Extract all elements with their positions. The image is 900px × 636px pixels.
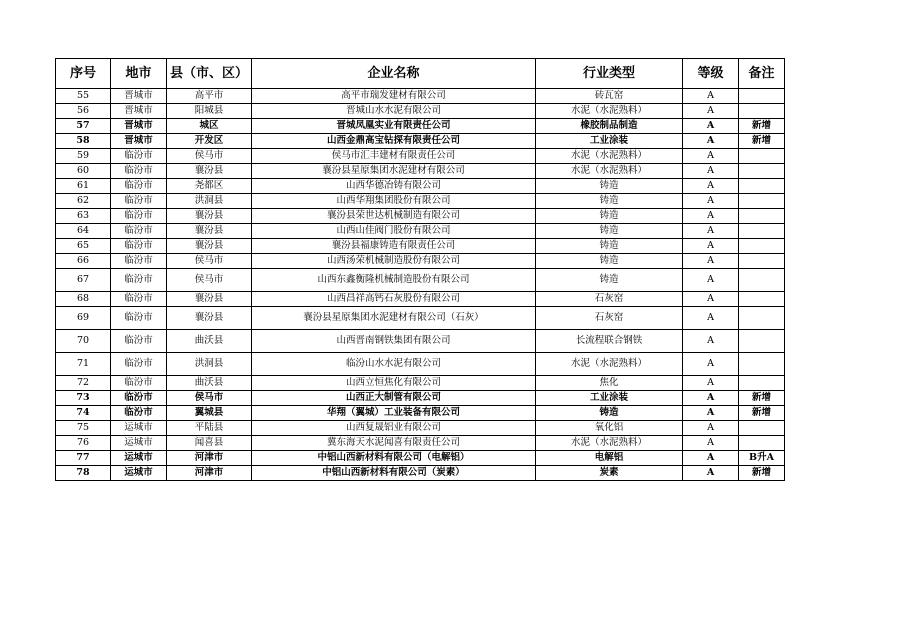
cell-county: 襄汾县: [167, 224, 252, 239]
cell-company: 山西复晟铝业有限公司: [252, 421, 536, 436]
table-row: [56, 134, 785, 149]
table-row: [56, 269, 785, 292]
cell-city: 临汾市: [111, 406, 167, 421]
cell-company: 襄汾县星原集团水泥建材有限公司: [252, 164, 536, 179]
cell-no: 66: [56, 254, 111, 269]
cell-note: [739, 89, 785, 104]
cell-grade: A: [683, 391, 739, 406]
cell-no: 76: [56, 436, 111, 451]
cell-industry: 铸造: [536, 269, 683, 292]
cell-city: 临汾市: [111, 376, 167, 391]
cell-industry: 铸造: [536, 239, 683, 254]
cell-no: 58: [56, 134, 111, 149]
cell-county: 高平市: [167, 89, 252, 104]
enterprise-table: [55, 58, 785, 481]
cell-county: 襄汾县: [167, 307, 252, 330]
cell-no: 55: [56, 89, 111, 104]
cell-city: 运城市: [111, 466, 167, 481]
cell-county: 河津市: [167, 466, 252, 481]
cell-company: 晋城凤凰实业有限责任公司: [252, 119, 536, 134]
table-header-row: [56, 59, 785, 89]
cell-county: 尧都区: [167, 179, 252, 194]
table-row: [56, 421, 785, 436]
cell-company: 高平市瑞发建材有限公司: [252, 89, 536, 104]
cell-grade: A: [683, 330, 739, 353]
table-row: [56, 194, 785, 209]
cell-county: 侯马市: [167, 391, 252, 406]
cell-industry: 水泥（水泥熟料）: [536, 149, 683, 164]
header-industry: 行业类型: [536, 59, 683, 89]
cell-industry: 铸造: [536, 179, 683, 194]
cell-city: 临汾市: [111, 353, 167, 376]
table-row: [56, 209, 785, 224]
cell-industry: 水泥（水泥熟料）: [536, 353, 683, 376]
cell-city: 临汾市: [111, 292, 167, 307]
cell-industry: 橡胶制品制造: [536, 119, 683, 134]
cell-note: [739, 269, 785, 292]
cell-county: 开发区: [167, 134, 252, 149]
header-city: 地市: [111, 59, 167, 89]
cell-company: 临汾山水水泥有限公司: [252, 353, 536, 376]
cell-city: 临汾市: [111, 164, 167, 179]
cell-city: 临汾市: [111, 149, 167, 164]
cell-no: 61: [56, 179, 111, 194]
cell-note: [739, 149, 785, 164]
cell-county: 洪洞县: [167, 194, 252, 209]
cell-industry: 水泥（水泥熟料）: [536, 104, 683, 119]
cell-county: 襄汾县: [167, 292, 252, 307]
cell-grade: A: [683, 194, 739, 209]
cell-city: 临汾市: [111, 209, 167, 224]
cell-note: 新增: [739, 406, 785, 421]
cell-grade: A: [683, 451, 739, 466]
cell-company: 山西金鼎高宝钻探有限责任公司: [252, 134, 536, 149]
cell-note: [739, 330, 785, 353]
cell-note: [739, 239, 785, 254]
cell-industry: 水泥（水泥熟料）: [536, 164, 683, 179]
table-row: [56, 119, 785, 134]
cell-county: 襄汾县: [167, 239, 252, 254]
cell-grade: A: [683, 119, 739, 134]
table-row: [56, 164, 785, 179]
cell-company: 襄汾县荣世达机械制造有限公司: [252, 209, 536, 224]
cell-city: 临汾市: [111, 307, 167, 330]
table-row: [56, 436, 785, 451]
cell-city: 临汾市: [111, 239, 167, 254]
cell-county: 平陆县: [167, 421, 252, 436]
table-row: [56, 149, 785, 164]
cell-note: [739, 164, 785, 179]
cell-grade: A: [683, 353, 739, 376]
table-row: [56, 104, 785, 119]
cell-city: 运城市: [111, 436, 167, 451]
cell-county: 洪洞县: [167, 353, 252, 376]
table-row: [56, 466, 785, 481]
header-county: 县（市、区）: [167, 59, 252, 89]
cell-county: 曲沃县: [167, 376, 252, 391]
cell-city: 临汾市: [111, 254, 167, 269]
cell-grade: A: [683, 466, 739, 481]
cell-no: 75: [56, 421, 111, 436]
cell-note: [739, 104, 785, 119]
cell-county: 襄汾县: [167, 209, 252, 224]
cell-grade: A: [683, 376, 739, 391]
cell-grade: A: [683, 436, 739, 451]
cell-no: 74: [56, 406, 111, 421]
cell-no: 69: [56, 307, 111, 330]
cell-company: 山西正大制管有限公司: [252, 391, 536, 406]
table-body: [56, 89, 785, 481]
cell-note: [739, 209, 785, 224]
cell-county: 河津市: [167, 451, 252, 466]
cell-no: 57: [56, 119, 111, 134]
cell-industry: 工业涂装: [536, 391, 683, 406]
cell-city: 晋城市: [111, 119, 167, 134]
cell-city: 临汾市: [111, 391, 167, 406]
cell-note: 新增: [739, 391, 785, 406]
cell-no: 72: [56, 376, 111, 391]
cell-industry: 砖瓦窑: [536, 89, 683, 104]
cell-note: 新增: [739, 119, 785, 134]
cell-county: 侯马市: [167, 269, 252, 292]
cell-industry: 炭素: [536, 466, 683, 481]
cell-city: 晋城市: [111, 104, 167, 119]
cell-company: 华翔（翼城）工业装备有限公司: [252, 406, 536, 421]
cell-no: 77: [56, 451, 111, 466]
cell-industry: 铸造: [536, 209, 683, 224]
cell-county: 闻喜县: [167, 436, 252, 451]
cell-county: 侯马市: [167, 254, 252, 269]
cell-company: 侯马市汇丰建材有限责任公司: [252, 149, 536, 164]
cell-county: 城区: [167, 119, 252, 134]
table-row: [56, 353, 785, 376]
cell-company: 山西昌祥高钙石灰股份有限公司: [252, 292, 536, 307]
cell-note: [739, 421, 785, 436]
table-row: [56, 330, 785, 353]
cell-grade: A: [683, 224, 739, 239]
cell-note: [739, 292, 785, 307]
cell-county: 曲沃县: [167, 330, 252, 353]
cell-no: 71: [56, 353, 111, 376]
cell-city: 临汾市: [111, 330, 167, 353]
cell-no: 78: [56, 466, 111, 481]
cell-industry: 铸造: [536, 194, 683, 209]
cell-no: 64: [56, 224, 111, 239]
cell-no: 56: [56, 104, 111, 119]
cell-grade: A: [683, 104, 739, 119]
cell-no: 63: [56, 209, 111, 224]
cell-note: [739, 194, 785, 209]
cell-note: [739, 254, 785, 269]
cell-city: 临汾市: [111, 179, 167, 194]
header-note: 备注: [739, 59, 785, 89]
cell-city: 晋城市: [111, 89, 167, 104]
cell-note: [739, 436, 785, 451]
cell-grade: A: [683, 239, 739, 254]
cell-grade: A: [683, 179, 739, 194]
cell-no: 62: [56, 194, 111, 209]
cell-company: 冀东海天水泥闻喜有限责任公司: [252, 436, 536, 451]
cell-company: 中铝山西新材料有限公司（炭素）: [252, 466, 536, 481]
cell-note: [739, 376, 785, 391]
cell-no: 60: [56, 164, 111, 179]
cell-company: 山西晋南钢铁集团有限公司: [252, 330, 536, 353]
cell-note: 新增: [739, 466, 785, 481]
table-row: [56, 451, 785, 466]
header-company: 企业名称: [252, 59, 536, 89]
cell-county: 翼城县: [167, 406, 252, 421]
table-row: [56, 376, 785, 391]
cell-company: 山西东鑫衡隆机械制造股份有限公司: [252, 269, 536, 292]
cell-note: 新增: [739, 134, 785, 149]
cell-city: 临汾市: [111, 224, 167, 239]
cell-grade: A: [683, 209, 739, 224]
cell-company: 山西立恒焦化有限公司: [252, 376, 536, 391]
cell-company: 山西汤荣机械制造股份有限公司: [252, 254, 536, 269]
cell-note: [739, 307, 785, 330]
cell-company: 山西华翔集团股份有限公司: [252, 194, 536, 209]
table-row: [56, 179, 785, 194]
cell-industry: 电解铝: [536, 451, 683, 466]
cell-no: 59: [56, 149, 111, 164]
cell-no: 68: [56, 292, 111, 307]
cell-grade: A: [683, 134, 739, 149]
cell-company: 山西华德冶铸有限公司: [252, 179, 536, 194]
cell-industry: 铸造: [536, 406, 683, 421]
cell-no: 65: [56, 239, 111, 254]
cell-company: 襄汾县福康铸造有限责任公司: [252, 239, 536, 254]
cell-grade: A: [683, 292, 739, 307]
cell-industry: 铸造: [536, 224, 683, 239]
cell-county: 阳城县: [167, 104, 252, 119]
table-row: [56, 254, 785, 269]
table-row: [56, 224, 785, 239]
cell-industry: 焦化: [536, 376, 683, 391]
cell-company: 襄汾县星原集团水泥建材有限公司（石灰）: [252, 307, 536, 330]
cell-note: [739, 353, 785, 376]
table-row: [56, 89, 785, 104]
header-grade: 等级: [683, 59, 739, 89]
cell-industry: 石灰窑: [536, 292, 683, 307]
cell-grade: A: [683, 164, 739, 179]
cell-industry: 工业涂装: [536, 134, 683, 149]
cell-note: B升A: [739, 451, 785, 466]
cell-industry: 铸造: [536, 254, 683, 269]
table-row: [56, 307, 785, 330]
table-row: [56, 391, 785, 406]
cell-company: 山西山佳阀门股份有限公司: [252, 224, 536, 239]
cell-grade: A: [683, 406, 739, 421]
cell-grade: A: [683, 307, 739, 330]
cell-grade: A: [683, 89, 739, 104]
cell-city: 晋城市: [111, 134, 167, 149]
cell-note: [739, 179, 785, 194]
cell-county: 襄汾县: [167, 164, 252, 179]
cell-county: 侯马市: [167, 149, 252, 164]
cell-city: 运城市: [111, 451, 167, 466]
cell-no: 73: [56, 391, 111, 406]
cell-industry: 石灰窑: [536, 307, 683, 330]
cell-city: 临汾市: [111, 194, 167, 209]
cell-grade: A: [683, 254, 739, 269]
cell-note: [739, 224, 785, 239]
cell-city: 临汾市: [111, 269, 167, 292]
cell-no: 70: [56, 330, 111, 353]
cell-grade: A: [683, 421, 739, 436]
cell-no: 67: [56, 269, 111, 292]
cell-industry: 水泥（水泥熟料）: [536, 436, 683, 451]
cell-industry: 氧化铝: [536, 421, 683, 436]
cell-grade: A: [683, 149, 739, 164]
table-row: [56, 239, 785, 254]
cell-city: 运城市: [111, 421, 167, 436]
table-row: [56, 292, 785, 307]
cell-industry: 长流程联合钢铁: [536, 330, 683, 353]
cell-company: 晋城山水水泥有限公司: [252, 104, 536, 119]
header-no: 序号: [56, 59, 111, 89]
cell-grade: A: [683, 269, 739, 292]
table-row: [56, 406, 785, 421]
cell-company: 中铝山西新材料有限公司（电解铝）: [252, 451, 536, 466]
